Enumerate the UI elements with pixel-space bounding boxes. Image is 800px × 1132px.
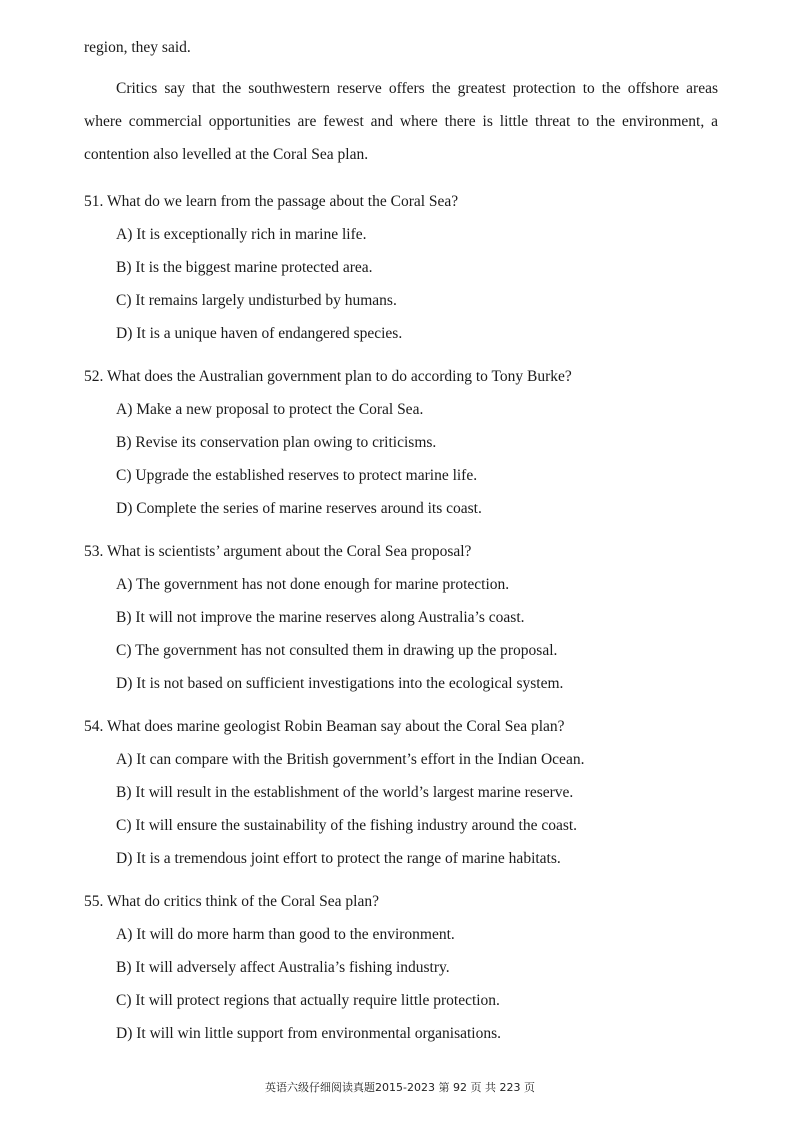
question-54-option-c: C) It will ensure the sustainability of the fishing industry around the coast.	[116, 817, 578, 834]
question-55-option-a: A) It will do more harm than good to the environment.	[116, 926, 455, 943]
question-51-stem: 51. What do we learn from the passage about the Coral Sea?	[84, 193, 459, 210]
question-55-option-d: D) It will win little support from environmental organisations.	[116, 1025, 502, 1042]
question-55-option-c: C) It will protect regions that actually require little protection.	[116, 992, 500, 1009]
page-footer: 英语六级仔细阅读真题2015-2023 第 92 页 共 223 页	[265, 1081, 535, 1094]
question-52-option-a: A) Make a new proposal to protect the Coral Sea.	[116, 401, 424, 418]
question-54-stem: 54. What does marine geologist Robin Beaman say about the Coral Sea plan?	[84, 718, 565, 735]
question-51-option-d: D) It is a unique haven of endangered species.	[116, 325, 403, 342]
passage-paragraph-line: contention also levelled at the Coral Sea plan.	[84, 146, 369, 163]
question-53-option-c: C) The government has not consulted them in drawing up the proposal.	[116, 642, 558, 659]
question-53-option-b: B) It will not improve the marine reserves along Australia’s coast.	[116, 609, 525, 626]
question-52-option-d: D) Complete the series of marine reserves around its coast.	[116, 500, 482, 517]
question-55-stem: 55. What do critics think of the Coral Sea plan?	[84, 893, 379, 910]
passage-paragraph-line: Critics say that the southwestern reserve offers the greatest protection to the offshore areas	[116, 80, 718, 97]
question-53-option-d: D) It is not based on sufficient investigations into the ecological system.	[116, 675, 564, 692]
question-51-option-c: C) It remains largely undisturbed by humans.	[116, 292, 397, 309]
question-53-option-a: A) The government has not done enough for marine protection.	[116, 576, 510, 593]
question-52-option-c: C) Upgrade the established reserves to protect marine life.	[116, 467, 478, 484]
question-51-option-b: B) It is the biggest marine protected area.	[116, 259, 373, 276]
question-52-stem: 52. What does the Australian government plan to do according to Tony Burke?	[84, 368, 572, 385]
question-54-option-a: A) It can compare with the British government’s effort in the Indian Ocean.	[116, 751, 585, 768]
question-51-option-a: A) It is exceptionally rich in marine life.	[116, 226, 367, 243]
passage-paragraph-line: where commercial opportunities are fewest and where there is little threat to the environment, a	[84, 113, 718, 130]
question-53-stem: 53. What is scientists’ argument about the Coral Sea proposal?	[84, 543, 472, 560]
question-55-option-b: B) It will adversely affect Australia’s fishing industry.	[116, 959, 450, 976]
passage-line-continuation: region, they said.	[84, 39, 191, 56]
question-52-option-b: B) Revise its conservation plan owing to criticisms.	[116, 434, 437, 451]
question-54-option-d: D) It is a tremendous joint effort to protect the range of marine habitats.	[116, 850, 561, 867]
question-54-option-b: B) It will result in the establishment of the world’s largest marine reserve.	[116, 784, 574, 801]
